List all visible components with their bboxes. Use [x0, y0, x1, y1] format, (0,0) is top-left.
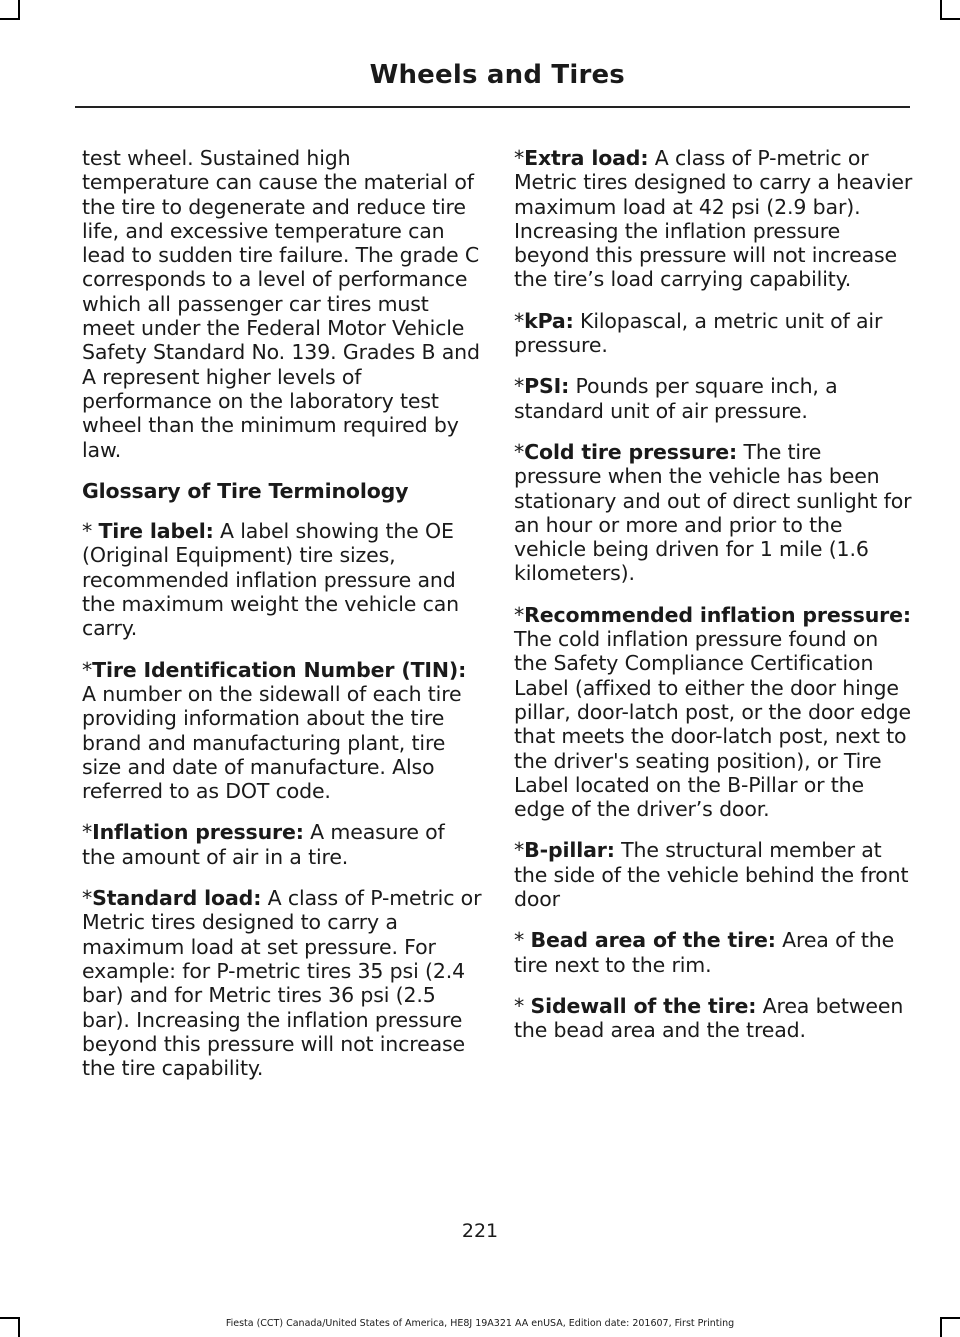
header-divider [75, 106, 910, 108]
glossary-term: B-pillar: [524, 838, 615, 863]
glossary-term: Sidewall of the tire: [530, 993, 757, 1018]
glossary-term: Tire Identification Number (TIN): [92, 657, 467, 682]
glossary-entry-tin [82, 658, 482, 804]
crop-mark [940, 18, 960, 20]
entry-prefix: * [82, 820, 93, 845]
crop-mark [18, 0, 20, 20]
glossary-definition: Pounds per square inch, a standard unit of air pressure. [514, 374, 838, 423]
glossary-entry-tire-label [82, 519, 482, 640]
glossary-term: Inflation pressure: [92, 820, 304, 845]
glossary-definition: The tire pressure when the vehicle has been stationary and out of direct sunlight for an hour or more and prior to the vehicle being driven for 1 mile (1.6 kilometers). [514, 439, 912, 586]
right-column [514, 146, 914, 1060]
entry-prefix: * [514, 439, 525, 464]
page-header-title: Wheels and Tires [369, 60, 625, 90]
intro-paragraph: test wheel. Sustained high temperature can cause the material of the tire to degenerate and reduce tire life, and excessive temperature can lead to sudden tire failure. The grade C corresponds to a level of performance which all passenger car tires must meet under the Federal Motor Vehicle Safety Standard No. 139. Grades B and A represent higher levels of performance on the laboratory test wheel than the minimum required by law. [82, 146, 480, 462]
glossary-entry-bead-area [514, 928, 914, 977]
glossary-entry-sidewall [514, 994, 914, 1043]
entry-prefix: * [82, 657, 93, 682]
glossary-entry-psi [514, 374, 914, 423]
footer-edition-info: Fiesta (CCT) Canada/United States of America, HE8J 19A321 AA enUSA, Edition date: 201607, First Printing [225, 1318, 735, 1329]
glossary-entry-recommended-inflation-pressure [514, 603, 914, 822]
glossary-definition: Area between the bead area and the tread. [514, 993, 904, 1043]
glossary-entry-kpa [514, 309, 914, 358]
glossary-term: Recommended inflation pressure: [524, 602, 911, 627]
entry-prefix: * [514, 993, 531, 1018]
glossary-heading: Glossary of Tire Terminology [82, 478, 409, 503]
glossary-definition: A class of P-metric or Metric tires designed to carry a heavier maximum load at 42 psi (2.9 bar). Increasing the inflation pressure beyond this pressure will not increase the tire’s load carrying capability. [514, 146, 913, 292]
entry-prefix: * [514, 146, 525, 170]
glossary-definition: Kilopascal, a metric unit of air pressure. [514, 308, 883, 358]
crop-mark [940, 0, 942, 20]
entry-prefix: * [514, 602, 525, 627]
glossary-term: PSI: [524, 374, 570, 399]
glossary-entry-inflation-pressure [82, 820, 482, 869]
entry-prefix: * [82, 886, 93, 911]
glossary-term: Extra load: [524, 146, 649, 170]
glossary-entry-extra-load [514, 146, 914, 292]
glossary-entry-cold-tire-pressure [514, 440, 914, 586]
glossary-term: Standard load: [92, 886, 262, 911]
glossary-definition: Area of the tire next to the rim. [514, 928, 895, 977]
glossary-term: Tire label: [98, 519, 214, 544]
glossary-term: kPa: [524, 308, 574, 333]
entry-prefix: * [514, 928, 531, 953]
page-number: 221 [461, 1220, 499, 1242]
glossary-term: Cold tire pressure: [524, 439, 738, 464]
glossary-term: Bead area of the tire: [530, 928, 776, 953]
glossary-entry-b-pillar [514, 838, 914, 911]
crop-mark [0, 18, 20, 20]
glossary-definition: The structural member at the side of the vehicle behind the front door [514, 838, 909, 912]
glossary-definition: A measure of the amount of air in a tire. [82, 820, 445, 869]
glossary-definition: The cold inflation pressure found on the Safety Compliance Certification Label (affixed to either the door hinge pillar, door-latch post, or the door edge that meets the door-latch post, next to the driver's seating position), or Tire Label located on the B-Pillar or the edge of the driver’s door. [514, 627, 911, 822]
entry-prefix: * [514, 308, 525, 333]
entry-prefix: * [82, 519, 99, 544]
glossary-entry-standard-load [82, 886, 482, 1080]
entry-prefix: * [514, 374, 525, 399]
glossary-definition: A label showing the OE (Original Equipment) tire sizes, recommended inflation pressure and the maximum weight the vehicle can carry. [82, 519, 460, 641]
entry-prefix: * [514, 838, 525, 863]
glossary-definition: A number on the sidewall of each tire providing information about the tire brand and manufacturing plant, tire size and date of manufacture. Also referred to as DOT code. [82, 681, 462, 804]
glossary-definition: A class of P-metric or Metric tires designed to carry a maximum load at set pressure. For example: for P-metric tires 35 psi (2.4 bar) and for Metric tires 36 psi (2.5 bar). Increasing the inflation pressure beyond this pressure will not increase the tire capability. [82, 886, 482, 1081]
left-column [82, 146, 482, 1097]
